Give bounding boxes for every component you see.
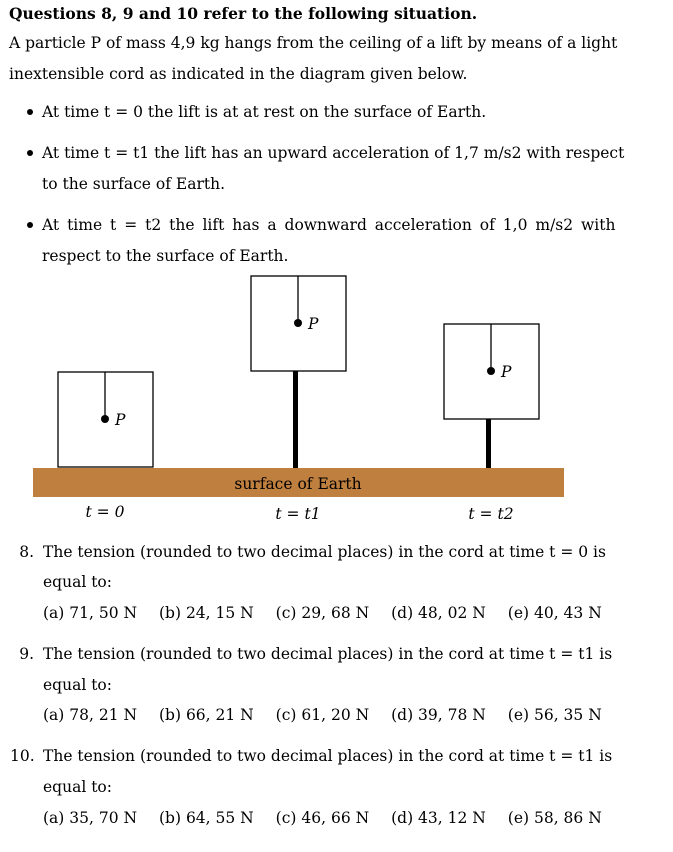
- question-9-line-1: The tension (rounded to two decimal places) in the cord at time t = t1 is: [43, 645, 613, 663]
- option-e[interactable]: (e) 56, 35 N: [507, 706, 602, 724]
- question-9-line-2: equal to:: [43, 676, 112, 694]
- bullet-2-line-1: At time t = t1 the lift has an upward acceleration of 1,7 m/s2 with respect: [42, 144, 625, 162]
- question-9-number: 9.: [19, 645, 34, 663]
- ground-label: surface of Earth: [234, 475, 362, 493]
- option-a[interactable]: (a) 35, 70 N: [43, 809, 138, 827]
- bullet-3-line-2: respect to the surface of Earth.: [42, 247, 289, 265]
- bullet-1-text: At time t = 0 the lift is at at rest on the surface of Earth.: [42, 103, 487, 121]
- question-10-line-1: The tension (rounded to two decimal places) in the cord at time t = t1 is: [43, 747, 613, 765]
- option-c[interactable]: (c) 46, 66 N: [275, 809, 370, 827]
- question-8-line-2: equal to:: [43, 573, 112, 591]
- question-10-number: 10.: [10, 747, 35, 765]
- option-d[interactable]: (d) 39, 78 N: [391, 706, 486, 724]
- intro-line-1: A particle P of mass 4,9 kg hangs from the ceiling of a lift by means of a light: [9, 34, 618, 52]
- question-10-options: [43, 808, 602, 828]
- question-8-options: [43, 603, 602, 623]
- option-a[interactable]: (a) 78, 21 N: [43, 706, 138, 724]
- option-c[interactable]: (c) 61, 20 N: [275, 706, 370, 724]
- intro-line-2: inextensible cord as indicated in the diagram given below.: [9, 65, 468, 83]
- time-label-1: t = 0: [85, 503, 125, 521]
- question-10-line-2: equal to:: [43, 778, 112, 796]
- lift-support-3: [486, 419, 491, 468]
- option-b[interactable]: (b) 64, 55 N: [159, 809, 254, 827]
- question-8-line-1: The tension (rounded to two decimal places) in the cord at time t = 0 is: [43, 543, 606, 561]
- option-e[interactable]: (e) 40, 43 N: [507, 604, 602, 622]
- option-b[interactable]: (b) 24, 15 N: [159, 604, 254, 622]
- question-9-options: [43, 705, 602, 725]
- particle-2: [294, 319, 302, 327]
- option-d[interactable]: (d) 43, 12 N: [391, 809, 486, 827]
- option-e[interactable]: (e) 58, 86 N: [507, 809, 602, 827]
- particle-label-2: P: [308, 315, 319, 333]
- particle-label-1: P: [115, 411, 126, 429]
- section-heading: Questions 8, 9 and 10 refer to the following situation.: [9, 4, 478, 23]
- option-b[interactable]: (b) 66, 21 N: [159, 706, 254, 724]
- option-d[interactable]: (d) 48, 02 N: [391, 604, 486, 622]
- option-a[interactable]: (a) 71, 50 N: [43, 604, 138, 622]
- bullet-2-line-2: to the surface of Earth.: [42, 175, 226, 193]
- particle-3: [487, 367, 495, 375]
- question-8-number: 8.: [19, 543, 34, 561]
- time-label-3: t = t2: [468, 505, 514, 523]
- time-label-2: t = t1: [275, 505, 321, 523]
- option-c[interactable]: (c) 29, 68 N: [275, 604, 370, 622]
- bullet-3-line-1: At time t = t2 the lift has a downward acceleration of 1,0 m/s2 with: [42, 216, 616, 234]
- particle-label-3: P: [501, 363, 512, 381]
- particle-1: [101, 415, 109, 423]
- lift-support-2: [293, 371, 298, 468]
